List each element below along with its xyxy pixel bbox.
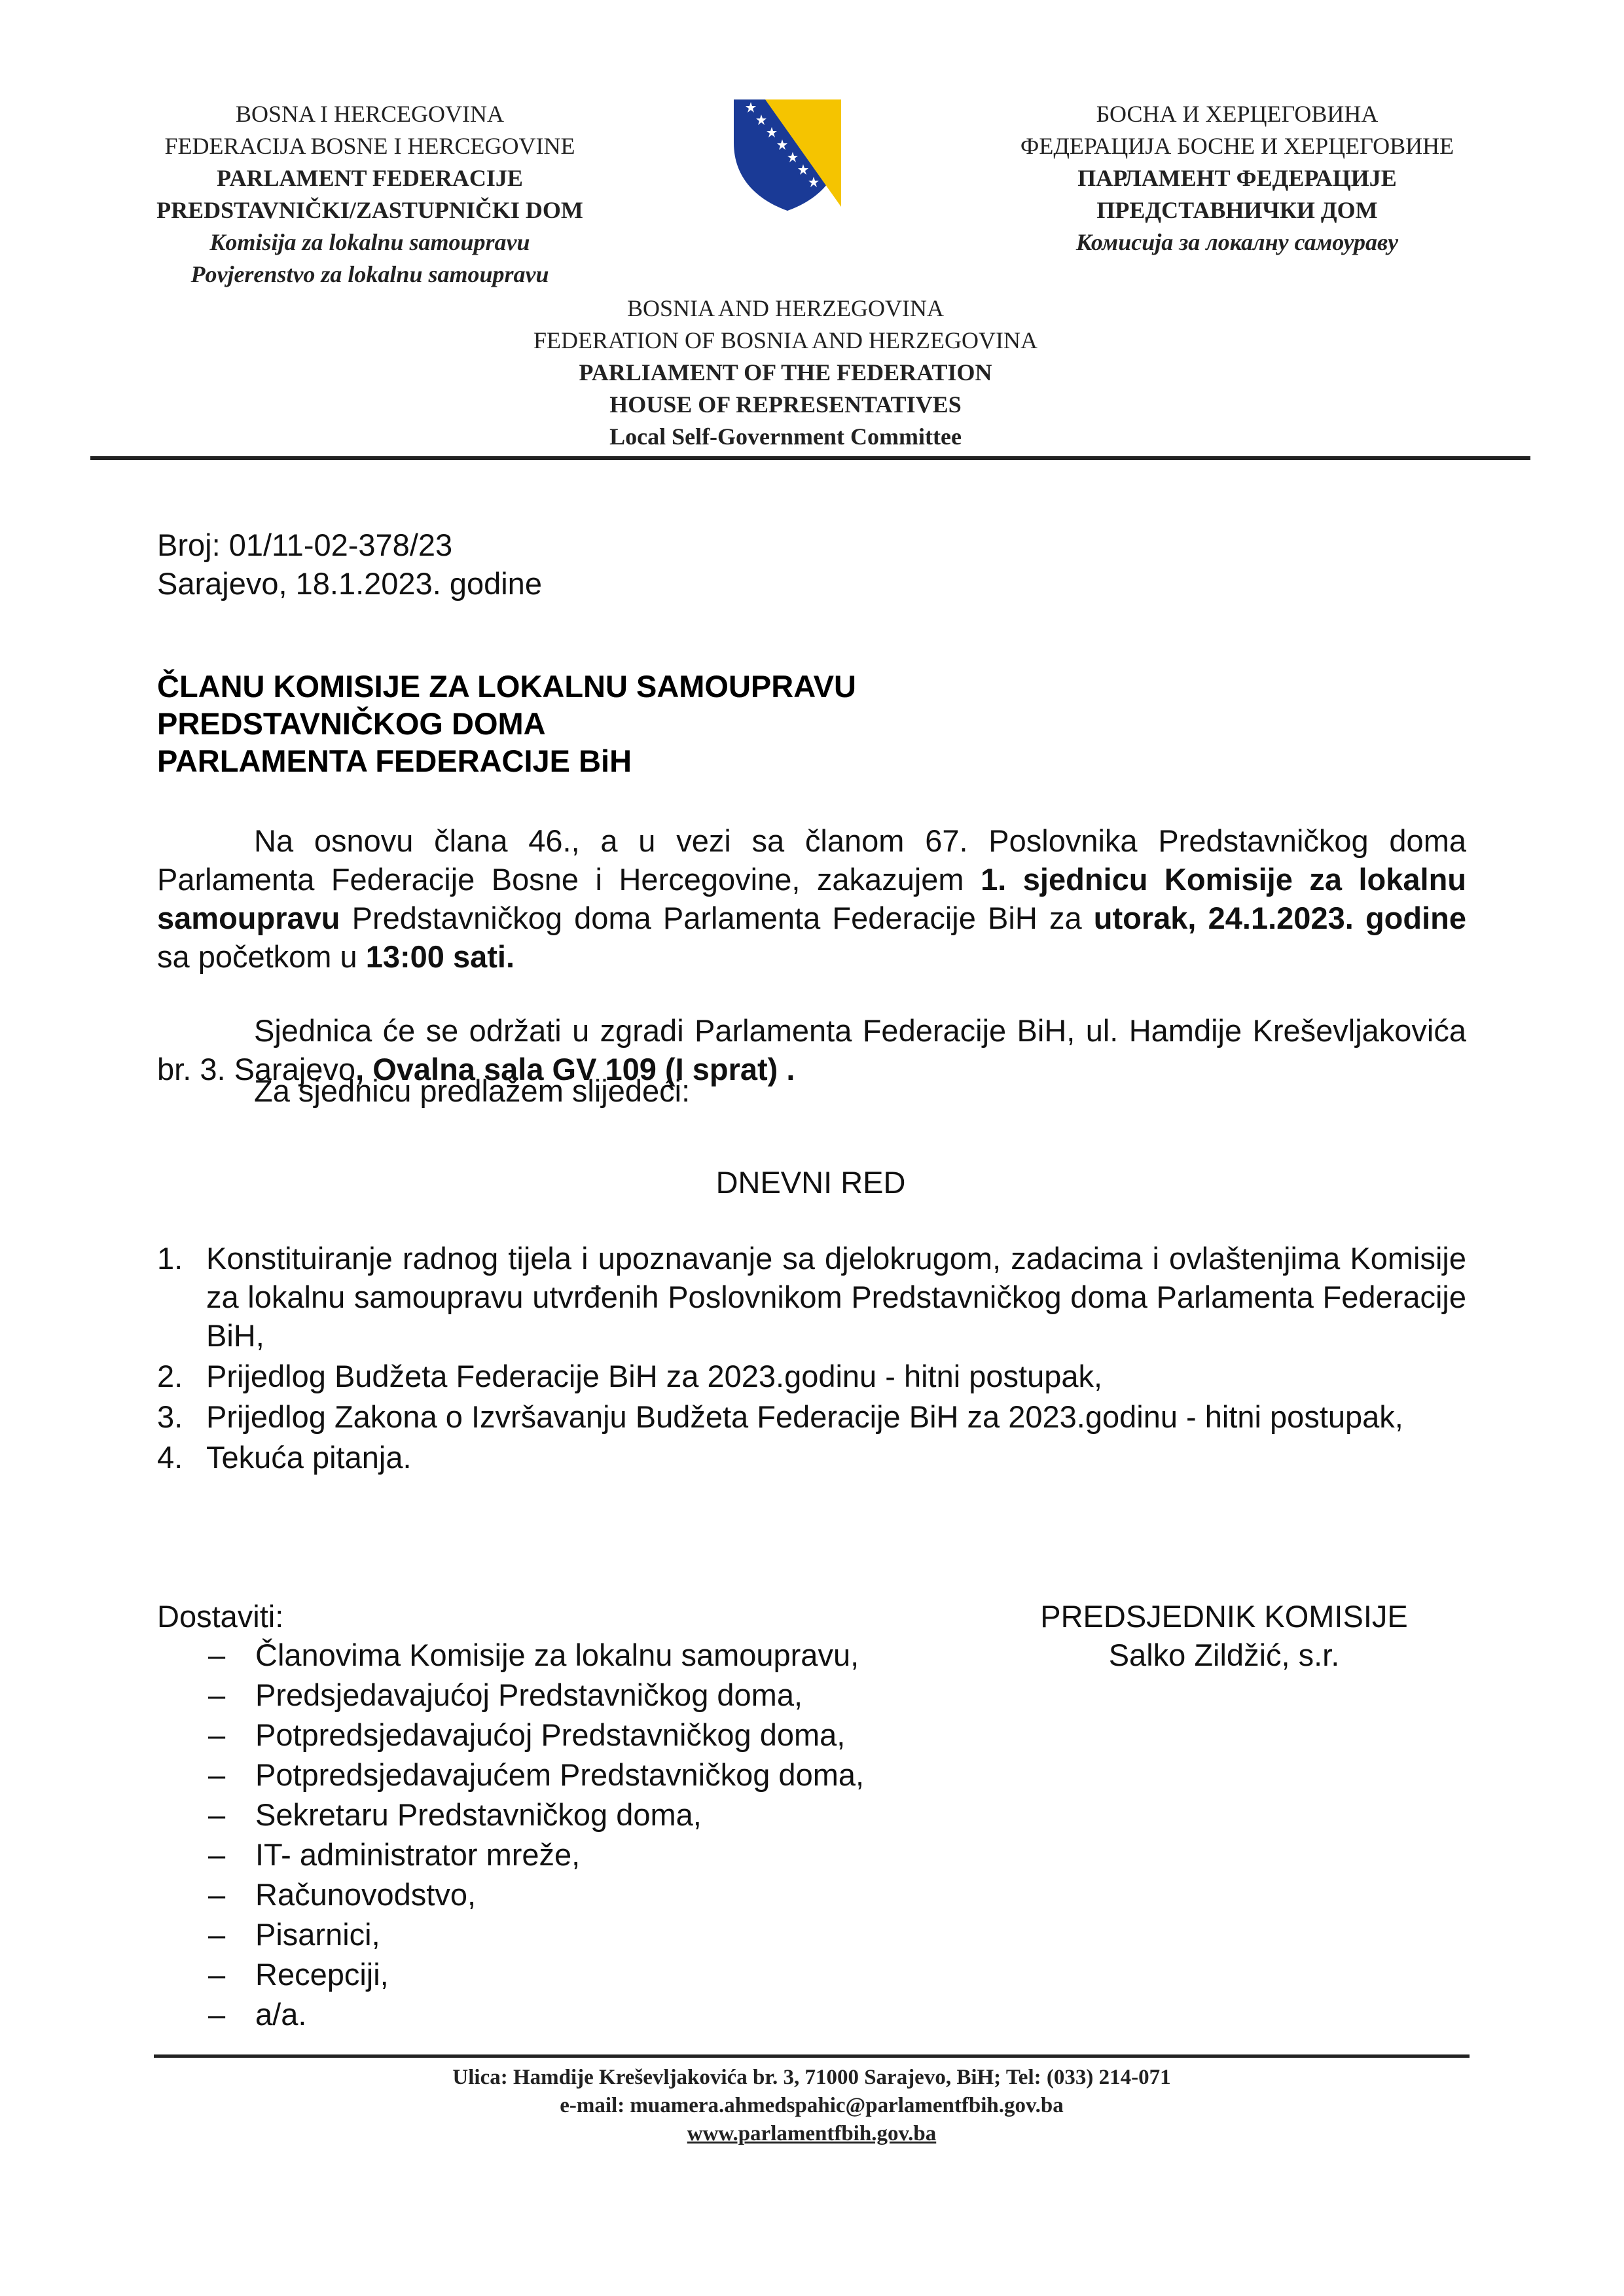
header-center-parliament: PARLIAMENT OF THE FEDERATION	[579, 359, 992, 386]
distribution-item	[157, 1715, 864, 1755]
header-left-federation: FEDERACIJA BOSNE I HERCEGOVINE	[164, 133, 575, 159]
header-center-house: HOUSE OF REPRESENTATIVES	[609, 391, 962, 418]
convocation-paragraph	[157, 821, 1466, 976]
coat-of-arms-icon	[731, 97, 844, 212]
header-right-country: БОСНА И ХЕРЦЕГОВИНА	[1096, 101, 1379, 127]
footer-website-link[interactable]: www.parlamentfbih.gov.ba	[687, 2122, 937, 2145]
distribution-item	[157, 1795, 864, 1835]
footer-email[interactable]: e-mail: muamera.ahmedspahic@parlamentfbih.gov.ba	[560, 2094, 1064, 2117]
dash-bullet: –	[208, 1957, 226, 1992]
location-text: Sjednica će se održati u zgradi Parlamenta Federacije BiH, ul. Hamdije Kreševljakovića br. 3. Sarajevo	[157, 1013, 1466, 1086]
addressee-line: PARLAMENTA FEDERACIJE BiH	[157, 744, 632, 778]
agenda-item-number: 3.	[157, 1399, 183, 1434]
dash-bullet: –	[208, 1877, 226, 1912]
footer-divider	[154, 2054, 1470, 2058]
reference-number: Broj: 01/11-02-378/23	[157, 528, 453, 562]
distribution-item-text: Računovodstvo,	[255, 1877, 477, 1912]
distribution-item	[157, 1835, 864, 1875]
header-left-house: PREDSTAVNIČKI/ZASTUPNIČKI DOM	[156, 197, 583, 223]
header-left-parliament: PARLAMENT FEDERACIJE	[217, 165, 523, 191]
agenda-item-number: 1.	[157, 1241, 183, 1276]
signature-title: PREDSJEDNIK KOMISIJE	[1040, 1599, 1408, 1634]
agenda-item	[157, 1357, 1466, 1395]
header-right-block	[923, 98, 1551, 259]
header-right-federation: ФЕДЕРАЦИЈА БОСНЕ И ХЕРЦЕГОВИНЕ	[1020, 133, 1454, 159]
distribution-item	[157, 1955, 864, 1995]
signature-name: Salko Zildžić, s.r.	[1108, 1638, 1340, 1672]
distribution-item-text: Recepciji,	[255, 1957, 389, 1992]
signature-block	[1021, 1597, 1427, 1674]
distribution-item-text: Predsjedavajućoj Predstavničkog doma,	[255, 1677, 803, 1712]
agenda-item	[157, 1239, 1466, 1355]
distribution-item	[157, 1755, 864, 1795]
dash-bullet: –	[208, 1638, 226, 1672]
footer-block	[288, 2064, 1335, 2148]
header-center-block	[419, 293, 1152, 453]
distribution-item	[157, 1636, 864, 1676]
agenda-list	[157, 1239, 1466, 1479]
agenda-title: DNEVNI RED	[715, 1165, 906, 1200]
convocation-text: Na osnovu člana 46., a u vezi sa članom 67. Poslovnika Predstavničkog doma Parlamenta Federacije Bosne i Hercegovine, zakazujem	[157, 823, 1466, 897]
header-left-block	[85, 98, 655, 291]
dash-bullet: –	[208, 1677, 226, 1712]
convocation-text: sa početkom u	[157, 939, 366, 974]
agenda-item-text: Prijedlog Zakona o Izvršavanju Budžeta Federacije BiH za 2023.godinu - hitni postupak,	[206, 1399, 1403, 1434]
addressee-line: PREDSTAVNIČKOG DOMA	[157, 706, 546, 741]
addressee-block	[157, 668, 856, 780]
distribution-item	[157, 1676, 864, 1715]
header-center-federation: FEDERATION OF BOSNIA AND HERZEGOVINA	[533, 327, 1038, 353]
agenda-item-number: 2.	[157, 1359, 183, 1393]
agenda-item	[157, 1397, 1466, 1436]
distribution-item	[157, 1915, 864, 1955]
header-right-committee: Комисија за локалну самоураву	[1075, 229, 1399, 255]
footer-address: Ulica: Hamdije Kreševljakovića br. 3, 71000 Sarajevo, BiH; Tel: (033) 214-071	[452, 2066, 1171, 2089]
distribution-list	[157, 1636, 864, 2035]
header-left-committee-alt: Povjerenstvo za lokalnu samoupravu	[190, 261, 549, 287]
header-right-parliament: ПАРЛАМЕНТ ФЕДЕРАЦИЈЕ	[1077, 165, 1397, 191]
header-center-committee: Local Self-Government Committee	[609, 423, 962, 450]
distribution-item-text: Sekretaru Predstavničkog doma,	[255, 1797, 702, 1832]
dash-bullet: –	[208, 1917, 226, 1952]
distribution-item-text: Članovima Komisije za lokalnu samoupravu,	[255, 1638, 859, 1672]
header-right-house: ПРЕДСТАВНИЧКИ ДОМ	[1096, 197, 1378, 223]
session-time: 13:00 sati.	[365, 939, 515, 974]
dash-bullet: –	[208, 1797, 226, 1832]
header-divider	[90, 456, 1530, 460]
distribution-item-text: a/a.	[255, 1997, 307, 2032]
agenda-item-text: Prijedlog Budžeta Federacije BiH za 2023.godinu - hitni postupak,	[206, 1359, 1103, 1393]
agenda-intro: Za sjednicu predlažem slijedeći:	[254, 1073, 691, 1108]
reference-place-date: Sarajevo, 18.1.2023. godine	[157, 566, 542, 601]
agenda-item	[157, 1438, 1466, 1477]
agenda-item-number: 4.	[157, 1440, 183, 1475]
dash-bullet: –	[208, 1997, 226, 2032]
agenda-item-text: Konstituiranje radnog tijela i upoznavanje sa djelokrugom, zadacima i ovlaštenjima Komisije za lokalnu samoupravu utvrđenih Poslovnikom Predstavničkog doma Parlamenta Federacije BiH,	[206, 1241, 1466, 1353]
header-center-country: BOSNIA AND HERZEGOVINA	[627, 295, 944, 321]
convocation-text: Predstavničkog doma Parlamenta Federacije BiH za	[340, 901, 1094, 935]
distribution-item-text: Pisarnici,	[255, 1917, 380, 1952]
reference-block	[157, 526, 542, 603]
session-date: utorak, 24.1.2023. godine	[1093, 901, 1466, 935]
distribution-item	[157, 1995, 864, 2035]
distribution-block	[157, 1597, 864, 2035]
dash-bullet: –	[208, 1717, 226, 1752]
distribution-label: Dostaviti:	[157, 1599, 284, 1634]
addressee-line: ČLANU KOMISIJE ZA LOKALNU SAMOUPRAVU	[157, 669, 856, 704]
distribution-item	[157, 1875, 864, 1915]
distribution-item-text: Potpredsjedavajućem Predstavničkog doma,	[255, 1757, 865, 1792]
session-title: 1. sjednicu Komisije za lokalnu samoupravu	[157, 862, 1466, 935]
agenda-item-text: Tekuća pitanja.	[206, 1440, 412, 1475]
header-left-committee: Komisija za lokalnu samoupravu	[209, 229, 530, 255]
dash-bullet: –	[208, 1757, 226, 1792]
dash-bullet: –	[208, 1837, 226, 1872]
header-left-country: BOSNA I HERCEGOVINA	[235, 101, 504, 127]
location-room: , Ovalna sala GV 109 (I sprat) .	[355, 1052, 795, 1086]
distribution-item-text: Potpredsjedavajućoj Predstavničkog doma,	[255, 1717, 846, 1752]
distribution-item-text: IT- administrator mreže,	[255, 1837, 581, 1872]
